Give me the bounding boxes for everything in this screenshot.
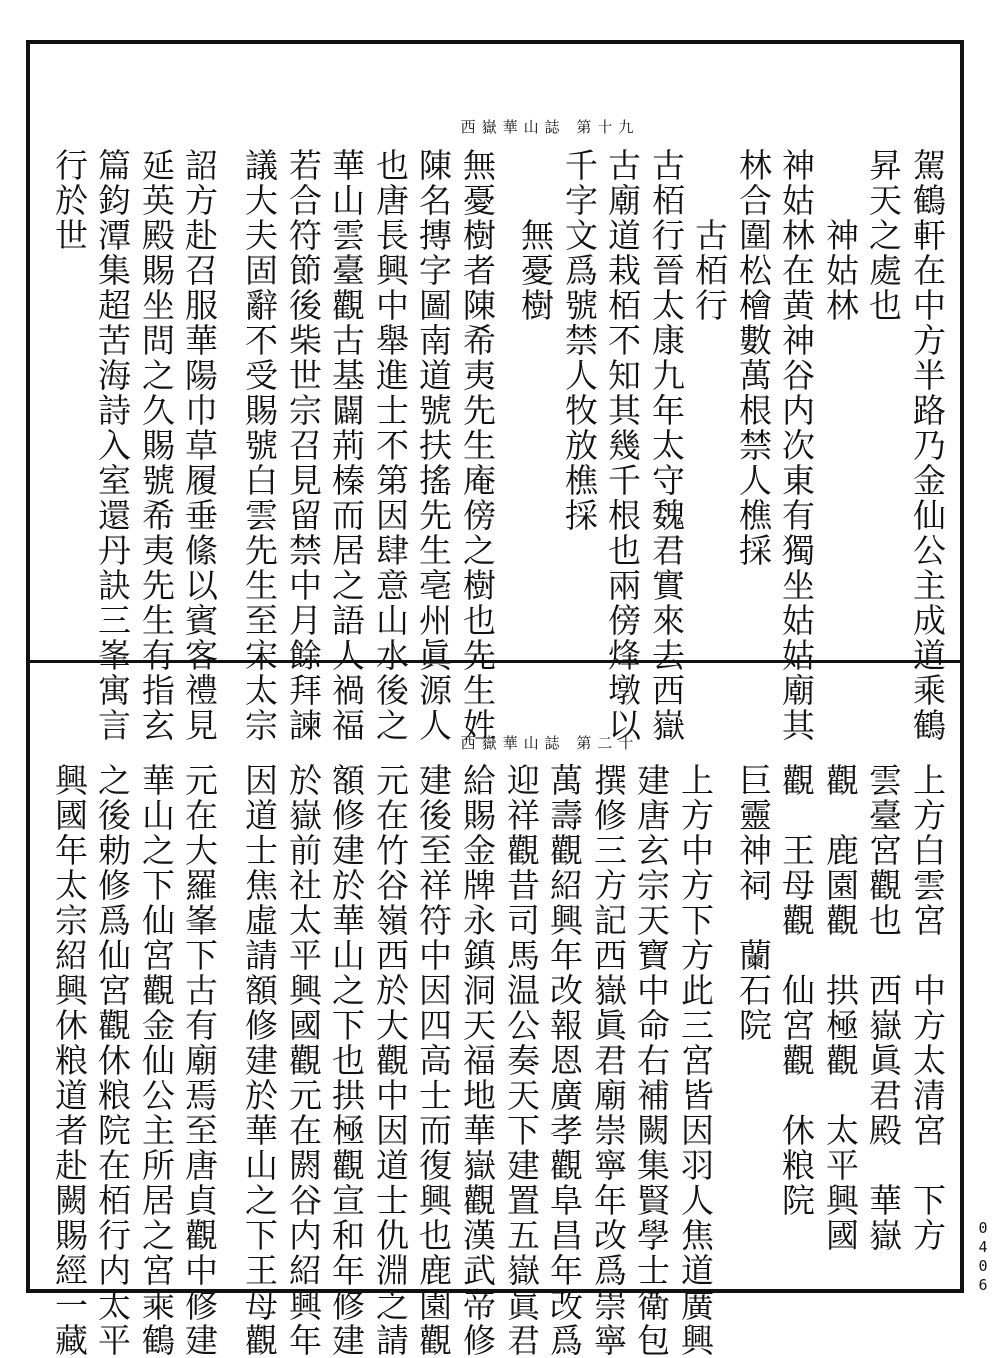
text-column: 也唐長興中舉進士不第因肆意山水後之 [371, 148, 410, 743]
text-column: 元在大羅峯下古有廟焉至唐貞觀中修建 [180, 763, 219, 1358]
text-column: 撰修三方記西嶽眞君廟崇寧年改爲崇寧 [589, 763, 628, 1358]
text-column: 陳名摶字圖南道號扶搖先生亳州眞源人 [414, 148, 453, 743]
page-header: 西嶽華山誌 第二十 [460, 734, 640, 752]
text-column: 千字文爲號禁人牧放樵採 [560, 148, 599, 533]
text-column: 觀 鹿園觀 拱極觀 太平興國 [821, 763, 860, 1253]
text-column: 給賜金牌永鎮洞天福地華嶽觀漢武帝修 [458, 763, 497, 1358]
text-column: 華山雲臺觀古基闢荊榛而居之語人禍福 [327, 148, 366, 743]
text-column: 議大夫固辭不受賜號白雲先生至宋太宗 [240, 148, 279, 743]
text-column: 興國年太宗紹興休粮道者赴闕賜經一藏 [50, 763, 89, 1358]
text-column: 元在竹谷嶺西於大觀中因道士仇淵之請 [371, 763, 410, 1358]
text-column: 建唐玄宗天寶中命右補闕集賢學士衛包 [632, 763, 671, 1358]
text-column: 延英殿賜坐問之久賜號希夷先生有指玄 [137, 148, 176, 743]
text-column: 行於世 [50, 148, 89, 253]
text-column: 古栢行晉太康九年太守魏君實來去西嶽 [647, 148, 686, 743]
text-column: 之後勅修爲仙宮觀休粮院在栢行内太平 [93, 763, 132, 1358]
text-column: 林合圍松檜數萬根禁人樵採 [734, 148, 773, 568]
text-column: 上方白雲宮 中方太清宮 下方 [908, 763, 947, 1253]
lower-page [30, 665, 960, 1358]
text-column: 上方中方下方此三宮皆因羽人焦道廣興 [676, 763, 715, 1358]
text-column: 雲臺宮觀也 西嶽眞君殿 華嶽 [864, 763, 903, 1253]
text-column: 詔方赴召服華陽巾草履垂絛以賓客禮見 [180, 148, 219, 743]
text-column: 神姑林在黄神谷内次東有獨坐姑姑廟其 [777, 148, 816, 743]
text-column: 觀 王母觀 仙宮觀 休粮院 [777, 763, 816, 1218]
text-column: 萬壽觀紹興年改報恩廣孝觀阜昌年改爲 [545, 763, 584, 1358]
text-column: 昇天之處也 [864, 148, 903, 323]
text-column: 無憂樹 [516, 148, 555, 323]
text-column: 華山之下仙宮觀金仙公主所居之宮乘鶴 [137, 763, 176, 1358]
text-column: 於嶽前社太平興國觀元在閼谷内紹興年 [284, 763, 323, 1358]
text-column: 古廟道栽栢不知其幾千根也兩傍烽墩以 [603, 148, 642, 743]
text-column: 篇鈞潭集超苦海詩入室還丹訣三峯寓言 [93, 148, 132, 743]
text-column: 巨靈神祠 蘭石院 [734, 763, 773, 1043]
text-column: 神姑林 [821, 148, 860, 323]
text-column: 無憂樹者陳希夷先生庵傍之樹也先生姓 [458, 148, 497, 743]
page-number: 0406 [974, 1219, 992, 1295]
text-column: 迎祥觀昔司馬温公奏天下建置五嶽眞君 [502, 763, 541, 1358]
page-header: 西嶽華山誌 第十九 [460, 118, 640, 136]
text-column: 若合符節後柴世宗召見留禁中月餘拜諫 [284, 148, 323, 743]
text-column: 因道士焦虛請額修建於華山之下王母觀 [240, 763, 279, 1358]
text-column: 建後至祥符中因四高士而復興也鹿園觀 [414, 763, 453, 1358]
text-column: 駕鶴軒在中方半路乃金仙公主成道乘鶴 [908, 148, 947, 743]
text-column: 古栢行 [690, 148, 729, 323]
text-column: 額修建於華山之下也拱極觀宣和年修建 [327, 763, 366, 1358]
